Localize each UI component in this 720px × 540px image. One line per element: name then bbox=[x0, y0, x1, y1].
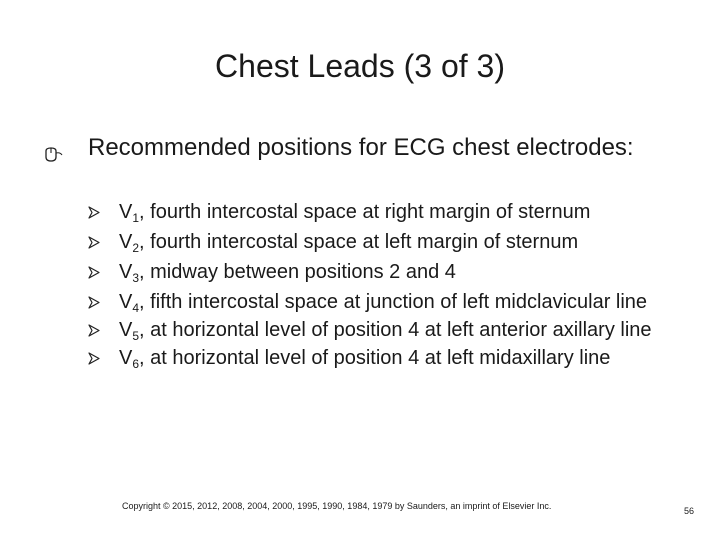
lead-subscript: 5 bbox=[132, 329, 140, 343]
arrowhead-bullet-icon bbox=[88, 206, 100, 219]
list-item bbox=[88, 230, 678, 254]
main-bullet-text: Recommended positions for ECG chest electrodes: bbox=[88, 134, 634, 161]
lead-letter: V bbox=[119, 291, 133, 313]
lead-subscript: 4 bbox=[132, 301, 140, 315]
list-item bbox=[88, 346, 678, 370]
lead-letter: V bbox=[119, 347, 133, 369]
list-item bbox=[88, 200, 678, 224]
list-item-text: , fourth intercostal space at left margin of sternum bbox=[139, 231, 579, 253]
lead-subscript: 3 bbox=[132, 271, 140, 285]
arrowhead-bullet-icon bbox=[88, 324, 100, 337]
copyright-notice: Copyright © 2015, 2012, 2008, 2004, 2000, 1995, 1990, 1984, 1979 by Saunders, an imprint of Elsevier Inc. bbox=[122, 501, 552, 511]
arrowhead-bullet-icon bbox=[88, 296, 100, 309]
lead-letter: V bbox=[119, 231, 133, 253]
list-item bbox=[88, 260, 678, 284]
lead-letter: V bbox=[119, 261, 133, 283]
list-item-text: , fourth intercostal space at right margin of sternum bbox=[139, 201, 591, 223]
lead-letter: V bbox=[119, 201, 133, 223]
arrowhead-bullet-icon bbox=[88, 352, 100, 365]
mouse-pointer-icon bbox=[42, 147, 64, 163]
list-item-text: , midway between positions 2 and 4 bbox=[139, 261, 456, 283]
list-item-text: , at horizontal level of position 4 at left anterior axillary line bbox=[139, 319, 652, 341]
lead-letter: V bbox=[119, 319, 133, 341]
list-item bbox=[88, 318, 678, 342]
page-number: 56 bbox=[684, 506, 695, 516]
electrode-position-list bbox=[88, 200, 678, 376]
list-item-text: , fifth intercostal space at junction of left midclavicular line bbox=[139, 291, 648, 313]
lead-subscript: 2 bbox=[132, 241, 140, 255]
slide-title: Chest Leads (3 of 3) bbox=[215, 48, 505, 84]
list-item-text: , at horizontal level of position 4 at left midaxillary line bbox=[139, 347, 611, 369]
arrowhead-bullet-icon bbox=[88, 236, 100, 249]
lead-subscript: 6 bbox=[132, 357, 140, 371]
list-item bbox=[88, 290, 678, 314]
lead-subscript: 1 bbox=[132, 211, 140, 225]
arrowhead-bullet-icon bbox=[88, 266, 100, 279]
main-bullet bbox=[42, 133, 662, 162]
